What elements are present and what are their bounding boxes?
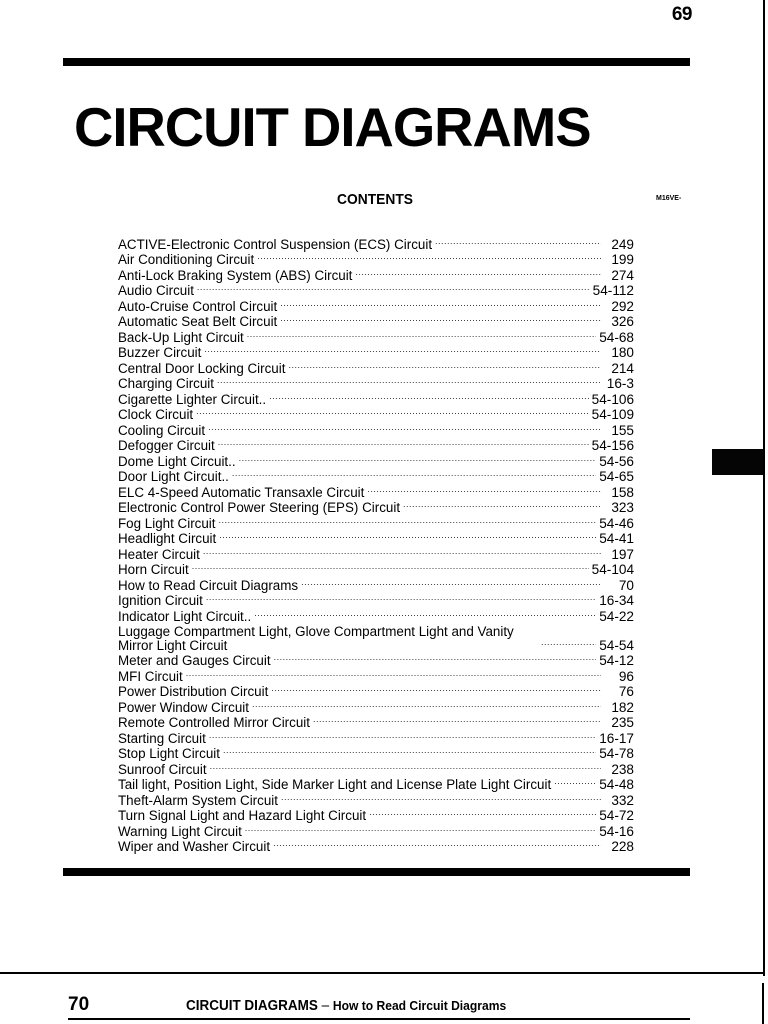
toc-entry-title: Door Light Circuit.. (118, 469, 229, 484)
toc-entry-page: 332 (611, 792, 634, 808)
toc-entry-title: Cooling Circuit (118, 422, 206, 438)
page-number-top: 69 (671, 4, 692, 25)
toc-entry-title: Indicator Light Circuit.. (118, 608, 252, 624)
toc-entry-page: 292 (611, 298, 634, 314)
dot-leader (204, 342, 601, 357)
toc-entry-title: Horn Circuit (118, 562, 189, 577)
toc-entry-title: Air Conditioning Circuit (118, 252, 255, 267)
toc-entry-title: Headlight Circuit (118, 531, 217, 546)
dot-leader (273, 836, 601, 851)
dot-leader (218, 435, 589, 450)
toc-entry-page: 235 (611, 715, 634, 730)
toc-entry-page: 54-12 (599, 653, 634, 668)
toc-entry-page: 214 (611, 360, 634, 376)
contents-heading: CONTENTS (337, 191, 413, 208)
toc-entry-title: How to Read Circuit Diagrams (118, 577, 299, 593)
dot-leader (271, 681, 601, 696)
dot-leader (301, 575, 601, 590)
toc-entry-title: Power Distribution Circuit (118, 684, 269, 699)
dot-leader (232, 466, 596, 481)
toc-entry-page: 228 (611, 839, 634, 854)
toc-entry-page: 16-3 (606, 376, 634, 391)
toc-entry-title: Meter and Gauges Circuit (118, 653, 271, 668)
toc-entry-title: Automatic Seat Belt Circuit (118, 314, 278, 329)
toc-entry-page: 70 (618, 577, 634, 593)
section-edge-tab (712, 449, 763, 475)
toc-entry-title: Turn Signal Light and Hazard Light Circuit (118, 808, 367, 823)
toc-entry-page: 54-104 (591, 562, 634, 577)
toc-entry-title: Sunroof Circuit (118, 761, 207, 777)
dot-leader (219, 513, 597, 528)
toc-entry[interactable] (118, 839, 634, 855)
toc-entry-page: 54-56 (599, 453, 634, 469)
next-page-right-border (762, 983, 764, 1024)
toc-entry-title: Back-Up Light Circuit (118, 329, 244, 345)
toc-entry-page: 326 (611, 314, 634, 329)
toc-entry[interactable] (118, 624, 634, 653)
toc-entry-page: 54-78 (599, 746, 634, 761)
dot-leader (288, 358, 601, 373)
toc-entry-title: Fog Light Circuit (118, 515, 216, 531)
toc-entry-title: Power Window Circuit (118, 699, 249, 715)
toc-entry-page: 180 (611, 345, 634, 360)
toc-entry-title: Starting Circuit (118, 730, 206, 746)
dot-leader (192, 559, 589, 574)
dot-leader (254, 606, 596, 621)
toc-entry-page: 238 (611, 761, 634, 777)
page-break-line (0, 972, 765, 974)
toc-entry-title: Audio Circuit (118, 283, 194, 298)
next-page-number: 70 (68, 994, 90, 1015)
toc-entry-title: Ignition Circuit (118, 593, 203, 608)
toc-entry-page: 199 (611, 252, 634, 267)
dot-leader (367, 482, 601, 497)
dot-leader (355, 265, 601, 280)
toc-entry-page: 54-109 (591, 407, 634, 422)
toc-entry-title: Anti-Lock Braking System (ABS) Circuit (118, 267, 353, 283)
dot-leader (313, 712, 601, 727)
toc-entry-title: Buzzer Circuit (118, 345, 202, 360)
toc-entry[interactable] (118, 608, 634, 624)
toc-entry-page: 54-112 (592, 283, 634, 298)
dot-leader (554, 774, 596, 789)
dot-leader (208, 420, 601, 435)
toc-entry-page: 54-156 (591, 438, 634, 453)
toc-entry-page: 76 (618, 684, 634, 699)
dot-leader (281, 790, 601, 805)
toc-entry-page: 54-68 (599, 329, 634, 345)
toc-entry-title: Theft-Alarm System Circuit (118, 792, 278, 808)
toc-entry-title: Remote Controlled Mirror Circuit (118, 715, 310, 730)
toc-entry-page: 54-65 (599, 469, 634, 484)
dot-leader (196, 404, 589, 419)
toc-entry-title: Heater Circuit (118, 546, 200, 562)
toc-entry-title: Wiper and Washer Circuit (118, 839, 271, 854)
toc-entry-page: 182 (611, 699, 634, 715)
toc-entry-page: 16-17 (599, 730, 634, 746)
toc-entry-page: 197 (611, 546, 634, 562)
dot-leader (280, 311, 601, 326)
toc-entry-title: Defogger Circuit (118, 438, 215, 453)
page-right-border (763, 0, 765, 976)
toc-entry-title: Dome Light Circuit.. (118, 453, 236, 469)
page-title: CIRCUIT DIAGRAMS (74, 96, 591, 158)
dot-leader (257, 249, 601, 264)
toc-entry-title: Stop Light Circuit (118, 746, 220, 761)
toc-entry-page: 323 (611, 500, 634, 515)
dot-leader (403, 497, 601, 512)
dot-leader (186, 666, 601, 681)
dot-leader (369, 805, 596, 820)
toc-entry-page: 54-16 (599, 823, 634, 839)
toc-entry-title: Auto-Cruise Control Circuit (118, 298, 278, 314)
dot-leader (247, 327, 596, 342)
dot-leader (435, 234, 601, 249)
running-title-separator: – (317, 998, 333, 1014)
dot-leader (197, 280, 590, 295)
dot-leader (223, 743, 596, 758)
dot-leader (219, 528, 596, 543)
toc-entry-title: Warning Light Circuit (118, 823, 242, 839)
toc-entry-title: Luggage Compartment Light, Glove Compartment Light and Vanity Mirror Light Circuit (118, 623, 514, 653)
dot-leader (245, 821, 596, 836)
table-of-contents (118, 236, 634, 854)
toc-entry-page: 249 (611, 236, 634, 252)
dot-leader (203, 544, 601, 559)
dot-leader (274, 650, 597, 665)
toc-entry-page: 96 (618, 668, 634, 684)
bottom-rule (63, 868, 690, 876)
toc-entry-title: Tail light, Position Light, Side Marker Light and License Plate Light Circuit (118, 777, 552, 792)
document-code: M16VE- (656, 195, 682, 202)
toc-entry-page: 16-34 (599, 593, 634, 608)
toc-entry-title: MFI Circuit (118, 668, 183, 684)
running-title-section: CIRCUIT DIAGRAMS (186, 998, 318, 1014)
dot-leader (541, 635, 596, 650)
dot-leader (210, 759, 601, 774)
dot-leader (252, 697, 601, 712)
toc-entry-page: 54-106 (591, 391, 634, 407)
toc-entry-page: 54-41 (599, 531, 634, 546)
next-page-running-title (186, 998, 506, 1014)
toc-entry-title: Central Door Locking Circuit (118, 360, 286, 376)
toc-entry-title: Cigarette Lighter Circuit.. (118, 391, 267, 407)
dot-leader (269, 389, 589, 404)
toc-entry-title: Electronic Control Power Steering (EPS) Circuit (118, 500, 401, 515)
dot-leader (217, 373, 601, 388)
toc-entry-title: Clock Circuit (118, 407, 194, 422)
toc-entry-page: 54-22 (599, 608, 634, 624)
toc-entry-page: 274 (611, 267, 634, 283)
dot-leader (206, 590, 596, 605)
toc-entry-page: 54-72 (599, 808, 634, 823)
toc-entry-page: 54-54 (599, 637, 634, 653)
running-title-subsection: How to Read Circuit Diagrams (332, 998, 507, 1013)
toc-entry-page: 158 (611, 484, 634, 500)
toc-entry-page: 155 (611, 422, 634, 438)
dot-leader (209, 728, 596, 743)
top-rule (63, 58, 690, 66)
toc-entry-title: Charging Circuit (118, 376, 215, 391)
toc-entry-page: 54-48 (599, 777, 634, 792)
dot-leader (280, 296, 601, 311)
toc-entry-title: ELC 4-Speed Automatic Transaxle Circuit (118, 484, 365, 500)
toc-entry-page: 54-46 (599, 515, 634, 531)
next-page-header (68, 994, 690, 1020)
toc-entry-title: ACTIVE-Electronic Control Suspension (ECS) Circuit (118, 236, 433, 252)
dot-leader (239, 451, 597, 466)
